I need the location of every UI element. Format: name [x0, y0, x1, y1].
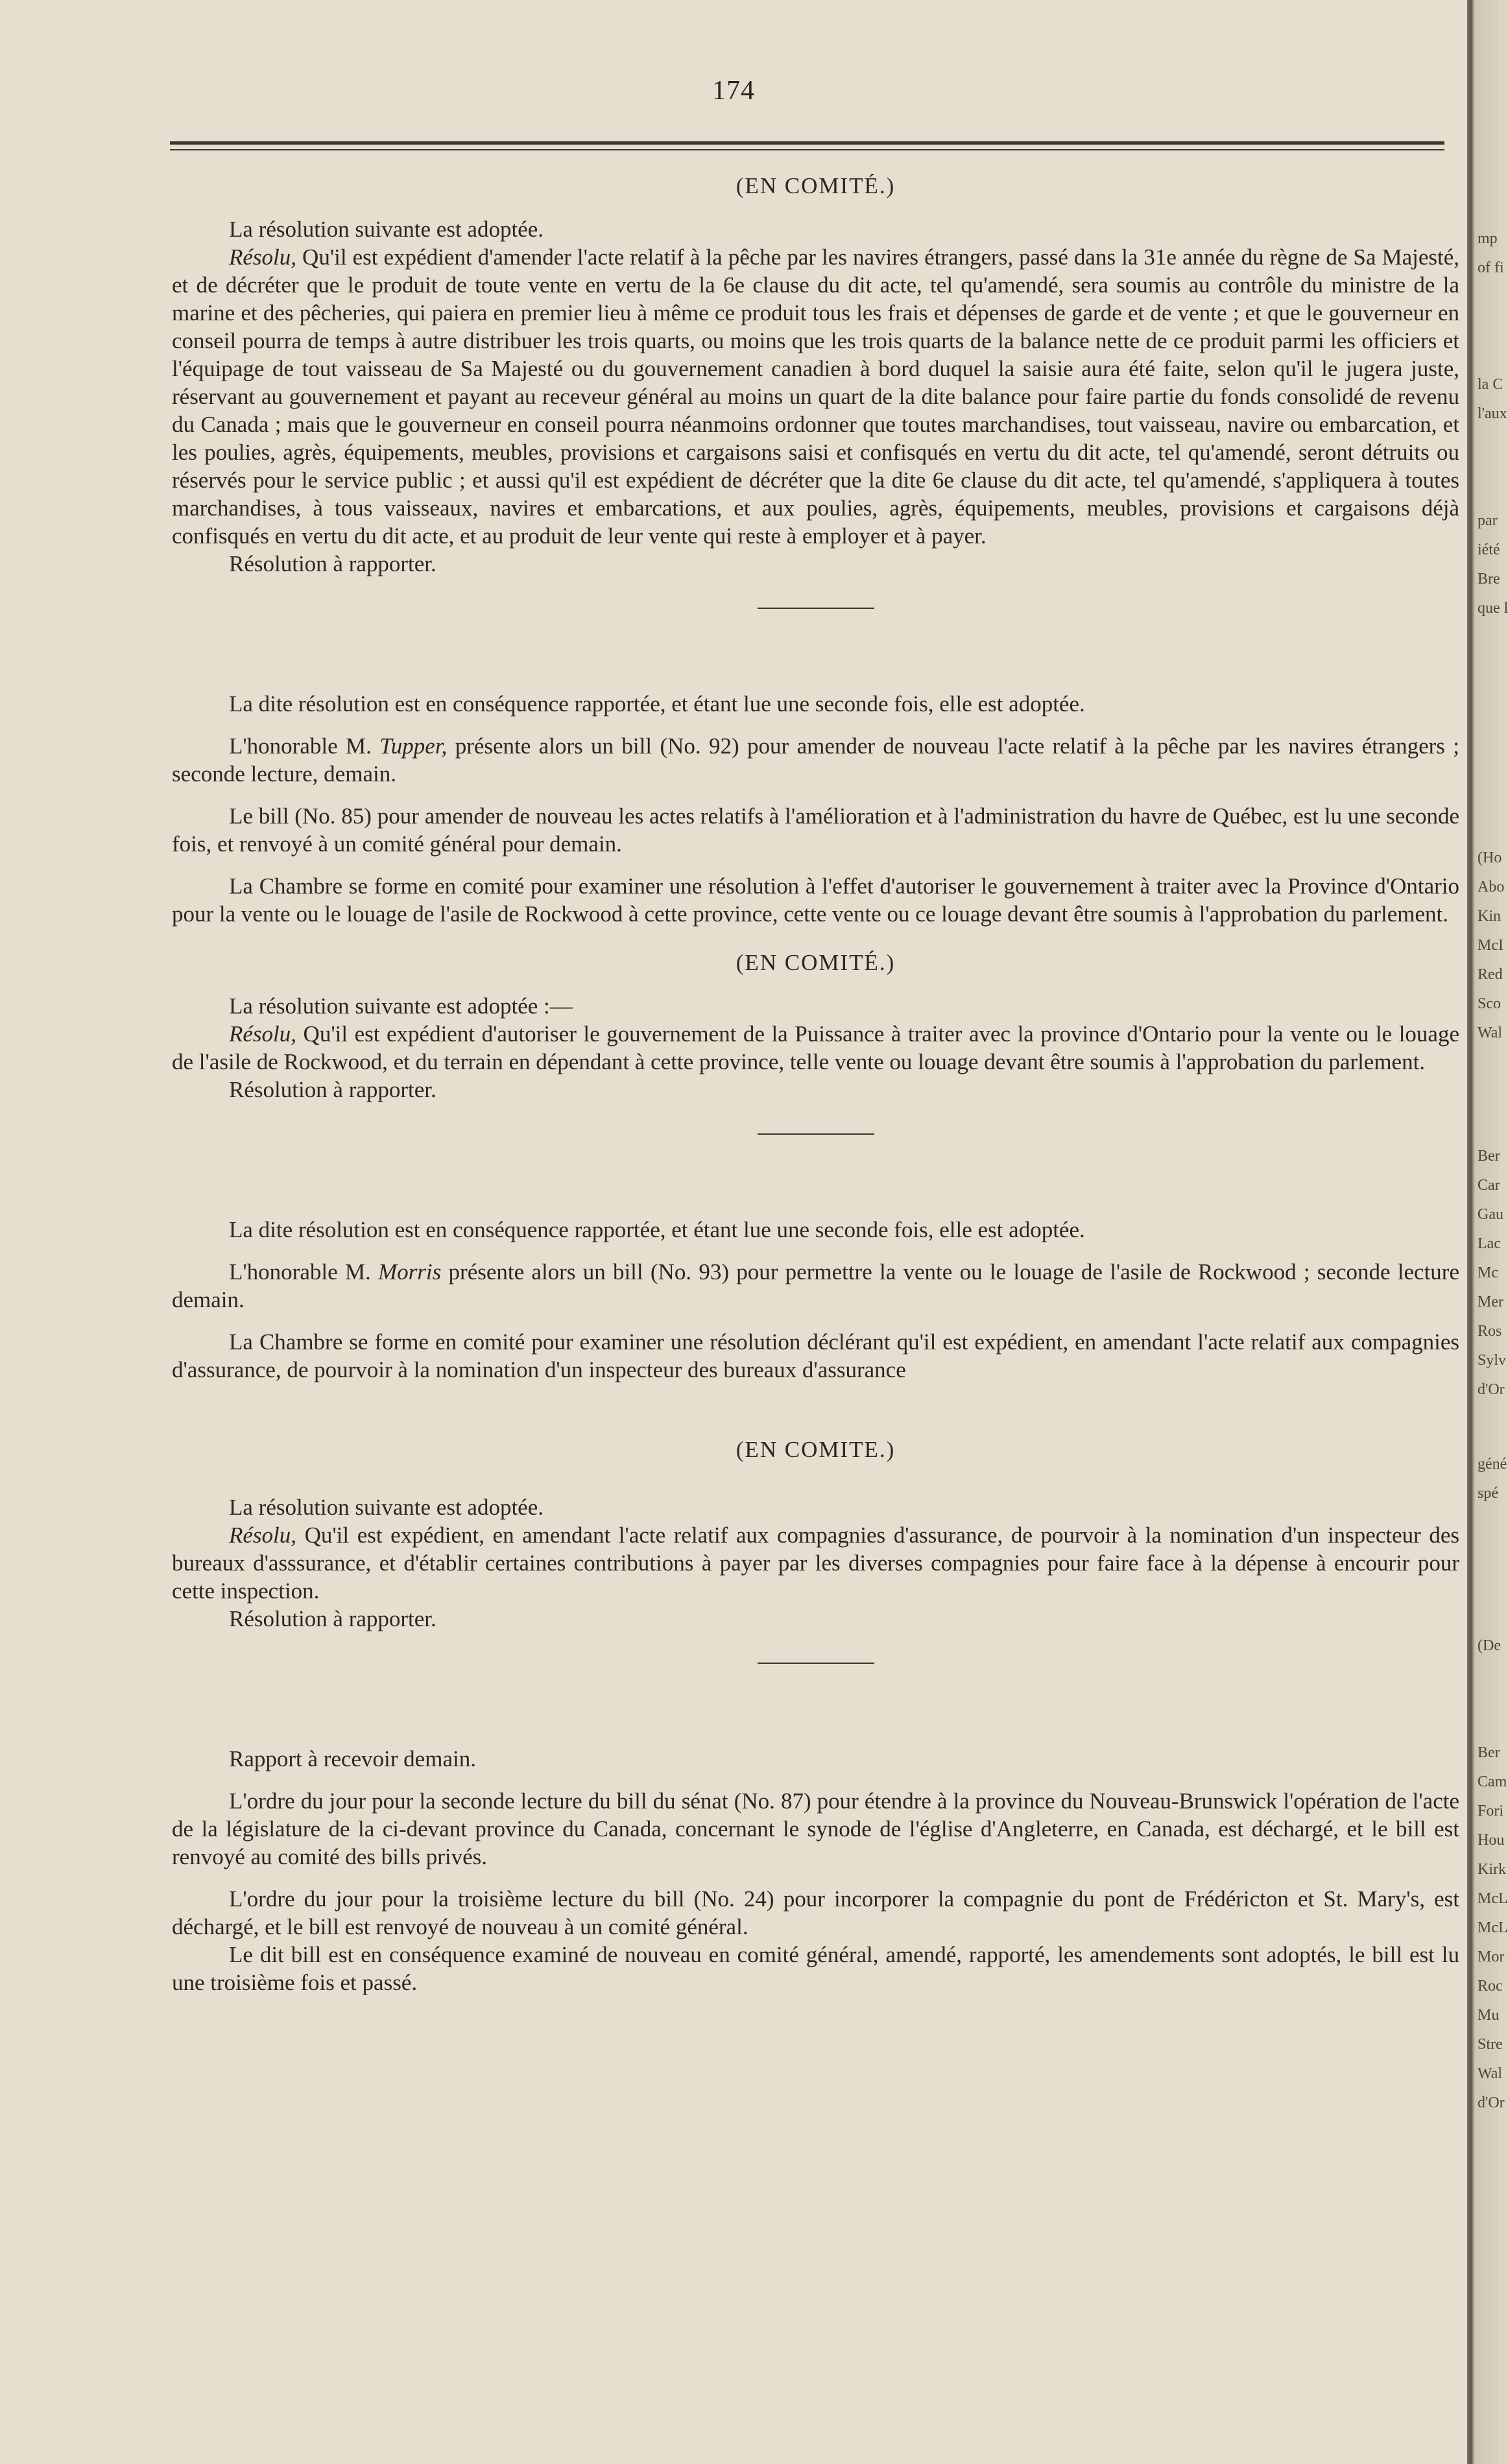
- member-name: Tupper,: [379, 733, 448, 759]
- margin-fragment: Wal: [1478, 1025, 1503, 1041]
- paragraph: La Chambre se forme en comité pour examiner une résolution à l'effet d'autoriser le gouvernement à traiter avec la Province d'Ontario pour la vente ou le louage de l'asile de Rockwood à cette province, cette vente ou ce louage devant être soumis à l'approbation du parlement.: [172, 873, 1459, 927]
- paragraph: La Chambre se forme en comité pour examiner une résolution déclérant qu'il est expédient, en amendant l'acte relatif aux compagnies d'assurance, de pourvoir à la nomination d'un inspecteur des bureaux d'assurance: [172, 1329, 1459, 1382]
- resolu-label: Résolu,: [229, 1021, 297, 1047]
- margin-fragment: spé: [1478, 1485, 1498, 1502]
- resolu-label: Résolu,: [229, 244, 297, 270]
- margin-fragment: (De: [1478, 1637, 1501, 1654]
- resolution-paragraph: [172, 1020, 1459, 1076]
- margin-fragment: Hou: [1478, 1832, 1505, 1849]
- margin-fragment: Cam: [1478, 1773, 1507, 1790]
- margin-fragment: Sco: [1478, 995, 1501, 1012]
- paragraph: Résolution à rapporter.: [229, 551, 437, 576]
- committee-heading: (EN COMITÉ.): [736, 950, 896, 975]
- paragraph: La dite résolution est en conséquence rapportée, et étant lue une seconde fois, elle est adoptée.: [229, 691, 1085, 717]
- page-body: [172, 165, 1459, 1996]
- facing-page-edge: [1467, 0, 1508, 2464]
- margin-fragment: Stre: [1478, 2036, 1503, 2053]
- margin-fragment: Ros: [1478, 1323, 1502, 1340]
- section-separator: [758, 608, 874, 609]
- resolution-text: Qu'il est expédient, en amendant l'acte relatif aux compagnies d'assurance, de pourvoir à la nomination d'un inspecteur des bureaux d'asssurance, et d'établir certaines contributions à payer par les diverses compagnies pour faire face à la dépense à encourir pour cette inspection.: [172, 1522, 1459, 1604]
- resolu-label: Résolu,: [229, 1522, 297, 1548]
- margin-fragment: que l: [1478, 600, 1508, 617]
- margin-fragment: McL: [1478, 1919, 1508, 1936]
- committee-heading: (EN COMITE.): [736, 1437, 896, 1462]
- margin-fragment: McI: [1478, 937, 1503, 954]
- header-rule-thin: [170, 149, 1444, 150]
- paragraph: Le bill (No. 85) pour amender de nouveau les actes relatifs à l'amélioration et à l'administration du havre de Québec, est lu une seconde fois, et renvoyé à un comité général pour demain.: [172, 803, 1459, 857]
- committee-heading: (EN COMITÉ.): [736, 173, 896, 198]
- margin-fragment: Roc: [1478, 1978, 1503, 1995]
- margin-fragment: Mu: [1478, 2007, 1500, 2024]
- margin-fragment: Wal: [1478, 2065, 1503, 2082]
- margin-fragment: l'aux: [1478, 405, 1507, 422]
- honorable-prefix: L'honorable M.: [229, 733, 372, 759]
- paragraph: La résolution suivante est adoptée.: [229, 217, 544, 242]
- resolution-text: Qu'il est expédient d'autoriser le gouvernement de la Puissance à traiter avec la province d'Ontario pour la vente ou le louage de l'asile de Rockwood, et du terrain en dépendant à cette province, telle vente ou louage devant être soumis à l'approbation du parlement.: [172, 1021, 1460, 1074]
- margin-fragment: Car: [1478, 1177, 1500, 1194]
- page-number: 174: [712, 76, 755, 106]
- margin-fragment: la C: [1478, 376, 1503, 393]
- margin-fragment: Abo: [1478, 879, 1505, 895]
- paragraph: L'ordre du jour pour la seconde lecture du bill du sénat (No. 87) pour étendre à la province du Nouveau-Brunswick l'opération de l'acte de la législature de la ci-devant province du Canada, concernant le synode de l'église d'Angleterre, en Canada, est déchargé, et le bill est renvoyé au comité des bills privés.: [172, 1788, 1459, 1869]
- margin-fragment: par: [1478, 512, 1498, 529]
- margin-fragment: d'Or: [1478, 2094, 1505, 2111]
- paragraph-text: présente alors un bill (No. 93) pour permettre la vente ou le louage de l'asile de Rockwood ; seconde lecture demain.: [172, 1259, 1460, 1312]
- margin-fragment: iété: [1478, 541, 1500, 558]
- section-separator: [758, 1133, 874, 1135]
- margin-fragment: Ber: [1478, 1744, 1500, 1761]
- margin-fragment: Kirk: [1478, 1861, 1506, 1878]
- paragraph: [172, 1258, 1459, 1314]
- margin-fragment: Red: [1478, 966, 1503, 983]
- margin-fragment: McL: [1478, 1890, 1508, 1907]
- margin-fragment: d'Or: [1478, 1381, 1505, 1398]
- margin-fragment: géné: [1478, 1456, 1507, 1473]
- margin-fragment: Bre: [1478, 571, 1500, 587]
- honorable-prefix: L'honorable M.: [229, 1259, 371, 1285]
- paragraph: La résolution suivante est adoptée :—: [229, 993, 573, 1019]
- section-separator: [758, 1663, 874, 1664]
- resolution-paragraph: [172, 1521, 1459, 1605]
- paragraph: Rapport à recevoir demain.: [229, 1746, 476, 1771]
- paragraph-text: présente alors un bill (No. 92) pour amender de nouveau l'acte relatif à la pêche par les navires étrangers ; seconde lecture, demain.: [172, 733, 1459, 787]
- header-rule-thick: [170, 141, 1444, 145]
- paragraph: L'ordre du jour pour la troisième lecture du bill (No. 24) pour incorporer la compagnie du pont de Frédéricton et St. Mary's, est déchargé, et le bill est renvoyé de nouveau à un comité général.: [172, 1886, 1459, 1939]
- margin-fragment: Mer: [1478, 1294, 1503, 1310]
- paragraph: Résolution à rapporter.: [229, 1606, 437, 1631]
- margin-fragment: Lac: [1478, 1235, 1501, 1252]
- paragraph: [172, 732, 1459, 788]
- margin-fragment: Sylv: [1478, 1352, 1507, 1369]
- member-name: Morris: [378, 1259, 442, 1285]
- margin-fragment: Kin: [1478, 908, 1501, 925]
- margin-fragment: mp: [1478, 230, 1498, 247]
- paragraph: Résolution à rapporter.: [229, 1077, 437, 1102]
- margin-fragment: Mor: [1478, 1949, 1505, 1965]
- margin-fragment: Ber: [1478, 1148, 1500, 1165]
- margin-fragment: of fi: [1478, 259, 1504, 276]
- margin-fragment: Fori: [1478, 1803, 1504, 1819]
- resolution-text: Qu'il est expédient d'amender l'acte relatif à la pêche par les navires étrangers, passé dans la 31e année du règne de Sa Majesté, et de décréter que le produit de toute vente en vertu de la 6e clause du dit acte, tel qu'amendé, sera soumis au contrôle du ministre de la marine et des pêcheries, qui paiera en premier lieu à même ce produit tous les frais et dépenses de garde et de vente ; et que le gouverneur en conseil pourra de temps à autre distribuer les trois quarts, ou moins que les trois quarts de la balance nette de ce produit parmi les officiers et l'équipage de tout vaisseau de Sa Majesté ou du gouvernement canadien à bord duquel la saisie aura été faite, selon qu'il le jugera juste, réservant au gouvernement et payant au receveur général au moins un quart de la dite balance pour faire partie du fonds consolidé de revenu du Canada ; mais que le gouverneur en conseil pourra néanmoins ordonner que toutes marchandises, tout vaisseau, navire ou embarcation, et les poulies, agrès, équipements, meubles, provisions et cargaisons saisi et confisqués en vertu du dit acte, tel qu'amendé, seront détruits ou réservés pour le service public ; et aussi qu'il est expédient de décréter que la dite 6e clause du dit acte, tel qu'amendé, s'appliquera à toutes marchandises, à tous vaisseaux, navires et embarcations, et aux poulies, agrès, équipements, meubles, provisions et cargaisons déjà confisqués en vertu du dit acte, et au produit de leur vente qui reste à employer et à payer.: [172, 244, 1460, 549]
- resolution-paragraph: [172, 243, 1459, 550]
- paragraph: La résolution suivante est adoptée.: [229, 1495, 544, 1520]
- margin-fragment: (Ho: [1478, 849, 1502, 866]
- margin-fragment: Gau: [1478, 1206, 1503, 1223]
- margin-fragment: Mc: [1478, 1264, 1498, 1281]
- paragraph: La dite résolution est en conséquence rapportée, et étant lue une seconde fois, elle est adoptée.: [229, 1217, 1085, 1242]
- paragraph: Le dit bill est en conséquence examiné de nouveau en comité général, amendé, rapporté, les amendements sont adoptés, le bill est lu une troisième fois et passé.: [172, 1942, 1459, 1995]
